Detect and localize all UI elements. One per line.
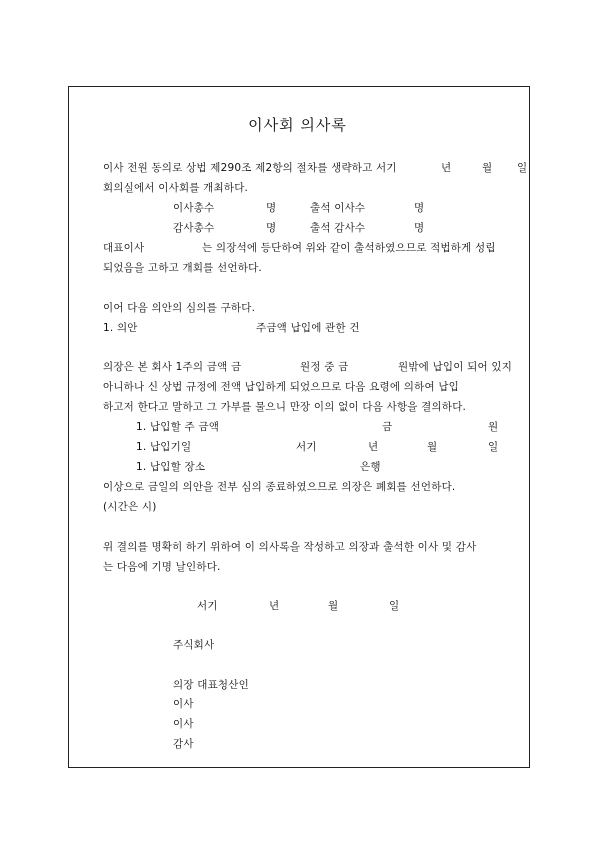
directors-total-label: 이사총수 xyxy=(173,202,215,214)
closing-line-3: 위 결의를 명확히 하기 위하여 이 의사록을 작성하고 의장과 출석한 이사 및 감사 xyxy=(103,541,477,553)
resolution-place-bank: 은행 xyxy=(360,461,381,473)
signature-director-2: 이사 xyxy=(173,718,194,730)
chair-text-2: 되었음을 고하고 개회를 선언하다. xyxy=(103,262,262,274)
resolution-date-day: 일 xyxy=(488,441,499,453)
directors-total-unit: 명 xyxy=(266,202,277,214)
body-line-1b: 원정 중 금 xyxy=(300,361,349,373)
intro-month: 월 xyxy=(482,162,493,174)
agenda-item-label: 1. 의안 xyxy=(103,322,138,334)
resolution-amount-won: 원 xyxy=(488,421,499,433)
body-line-3: 하고저 한다고 말하고 그 가부를 물으니 만장 이의 없이 다음 사항을 결의하다. xyxy=(103,401,467,413)
body-line-1c: 원밖에 납입이 되어 있지 xyxy=(398,361,513,373)
auditors-present-label: 출석 감사수 xyxy=(310,222,366,234)
resolution-date-label: 1. 납입기일 xyxy=(136,441,192,453)
signature-auditor: 감사 xyxy=(173,738,194,750)
closing-line-2: (시간은 시) xyxy=(103,501,157,513)
directors-present-unit: 명 xyxy=(414,202,425,214)
resolution-date-era: 서기 xyxy=(296,441,317,453)
signature-chair: 의장 대표청산인 xyxy=(173,679,249,691)
auditors-present-unit: 명 xyxy=(414,222,425,234)
intro-year: 년 xyxy=(441,162,452,174)
document-title: 이사회 의사록 xyxy=(248,116,347,134)
directors-present-label: 출석 이사수 xyxy=(310,202,366,214)
chair-label: 대표이사 xyxy=(103,242,145,254)
footer-date-day: 일 xyxy=(389,600,400,612)
footer-date-era: 서기 xyxy=(197,600,218,612)
resolution-amount-geum: 금 xyxy=(382,421,393,433)
footer-date-month: 월 xyxy=(328,600,339,612)
body-line-1a: 의장은 본 회사 1주의 금액 금 xyxy=(103,361,242,373)
intro-line-2: 회의실에서 이사회를 개최하다. xyxy=(103,182,249,194)
auditors-total-label: 감사총수 xyxy=(173,222,215,234)
closing-line-1: 이상으로 금일의 의안을 전부 심의 종료하였으므로 의장은 폐회를 선언하다. xyxy=(103,481,456,493)
auditors-total-unit: 명 xyxy=(266,222,277,234)
signature-director-1: 이사 xyxy=(173,698,194,710)
footer-date-year: 년 xyxy=(269,600,280,612)
resolution-amount-label: 1. 납입할 주 금액 xyxy=(136,421,220,433)
intro-day: 일 xyxy=(517,162,528,174)
resolution-date-year: 년 xyxy=(368,441,379,453)
closing-line-4: 는 다음에 기명 날인하다. xyxy=(103,561,221,573)
agenda-item-title: 주금액 납입에 관한 건 xyxy=(256,322,360,334)
body-line-2: 아니하나 신 상법 규정에 전액 납입하게 되었으므로 다음 요령에 의하여 납입 xyxy=(103,381,460,393)
intro-line-1: 이사 전원 동의로 상법 제290조 제2항의 절차를 생략하고 서기 xyxy=(103,162,397,174)
signature-company: 주식회사 xyxy=(173,639,215,651)
resolution-place-label: 1. 납입할 장소 xyxy=(136,461,206,473)
chair-text-1: 는 의장석에 등단하여 위와 같이 출석하였으므로 적법하게 성립 xyxy=(202,242,496,254)
resolution-date-month: 월 xyxy=(427,441,438,453)
agenda-intro: 이어 다음 의안의 심의를 구하다. xyxy=(103,302,256,314)
